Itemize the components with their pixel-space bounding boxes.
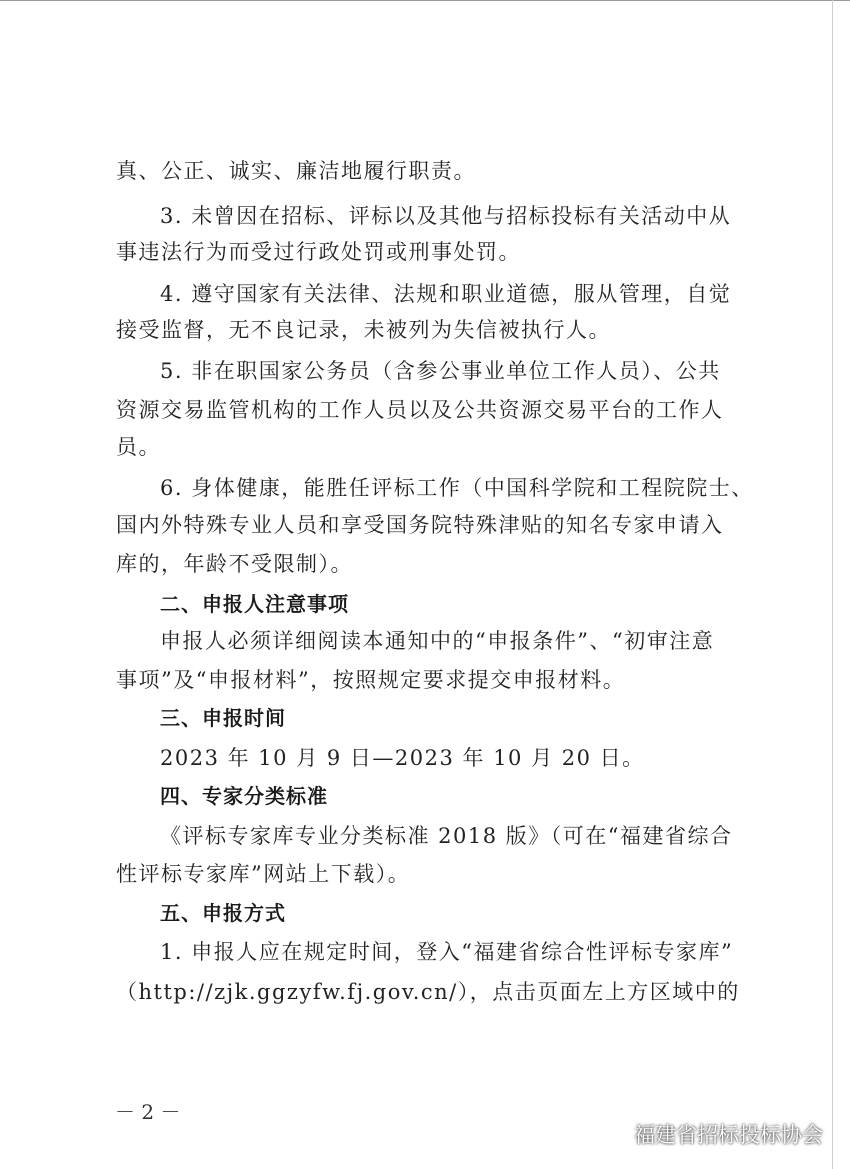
publisher-watermark: [596, 1119, 823, 1149]
section-heading-2: 二、申报人注意事项: [160, 592, 349, 616]
text-line-9: 6. 身体健康，能胜任评标工作（中国科学院和工程院院士、: [160, 476, 754, 500]
wechat-icon: [596, 1122, 626, 1146]
section-heading-3: 三、申报时间: [160, 706, 286, 730]
page-number: － 2 －: [115, 1100, 181, 1124]
text-line-5: 接受监督，无不良记录，未被列为失信被执行人。: [116, 318, 611, 342]
text-line-17: 1. 申报人应在规定时间，登入“福建省综合性评标专家库”: [160, 940, 734, 964]
text-line-1: 真、公正、诚实、廉洁地履行职责。: [116, 159, 476, 183]
text-line-2: 3. 未曾因在招标、评标以及其他与招标投标有关活动中从: [160, 204, 732, 228]
watermark-label: 福建省招标投标协会: [634, 1123, 823, 1147]
text-line-4: 4. 遵守国家有关法律、法规和职业道德，服从管理，自觉: [160, 282, 732, 306]
scan-edge-top: [0, 0, 850, 1]
text-line-12: 申报人必须详细阅读本通知中的“申报条件”、“初审注意: [160, 629, 715, 653]
text-line-18: （http://zjk.ggzyfw.fj.gov.cn/），点击页面左上方区域中的: [116, 980, 740, 1004]
text-line-14: 2023 年 10 月 9 日—2023 年 10 月 20 日。: [160, 746, 645, 770]
scan-edge-right: [832, 0, 833, 1169]
text-line-8: 员。: [116, 435, 161, 459]
text-line-6: 5. 非在职国家公务员（含参公事业单位工作人员）、公共: [160, 359, 721, 383]
text-line-15: 《评标专家库专业分类标准 2018 版》（可在“福建省综合: [160, 824, 733, 848]
text-line-10: 国内外特殊专业人员和享受国务院特殊津贴的知名专家申请入: [116, 513, 724, 537]
section-heading-4: 四、专家分类标准: [160, 784, 328, 808]
text-line-7: 资源交易监管机构的工作人员以及公共资源交易平台的工作人: [116, 398, 724, 422]
text-line-16: 性评标专家库”网站上下载）。: [116, 862, 411, 886]
text-line-13: 事项”及“申报材料”，按照规定要求提交申报材料。: [116, 668, 626, 692]
text-line-3: 事违法行为而受过行政处罚或刑事处罚。: [116, 240, 521, 264]
section-heading-5: 五、申报方式: [160, 901, 286, 925]
text-line-11: 库的，年龄不受限制）。: [116, 552, 353, 576]
